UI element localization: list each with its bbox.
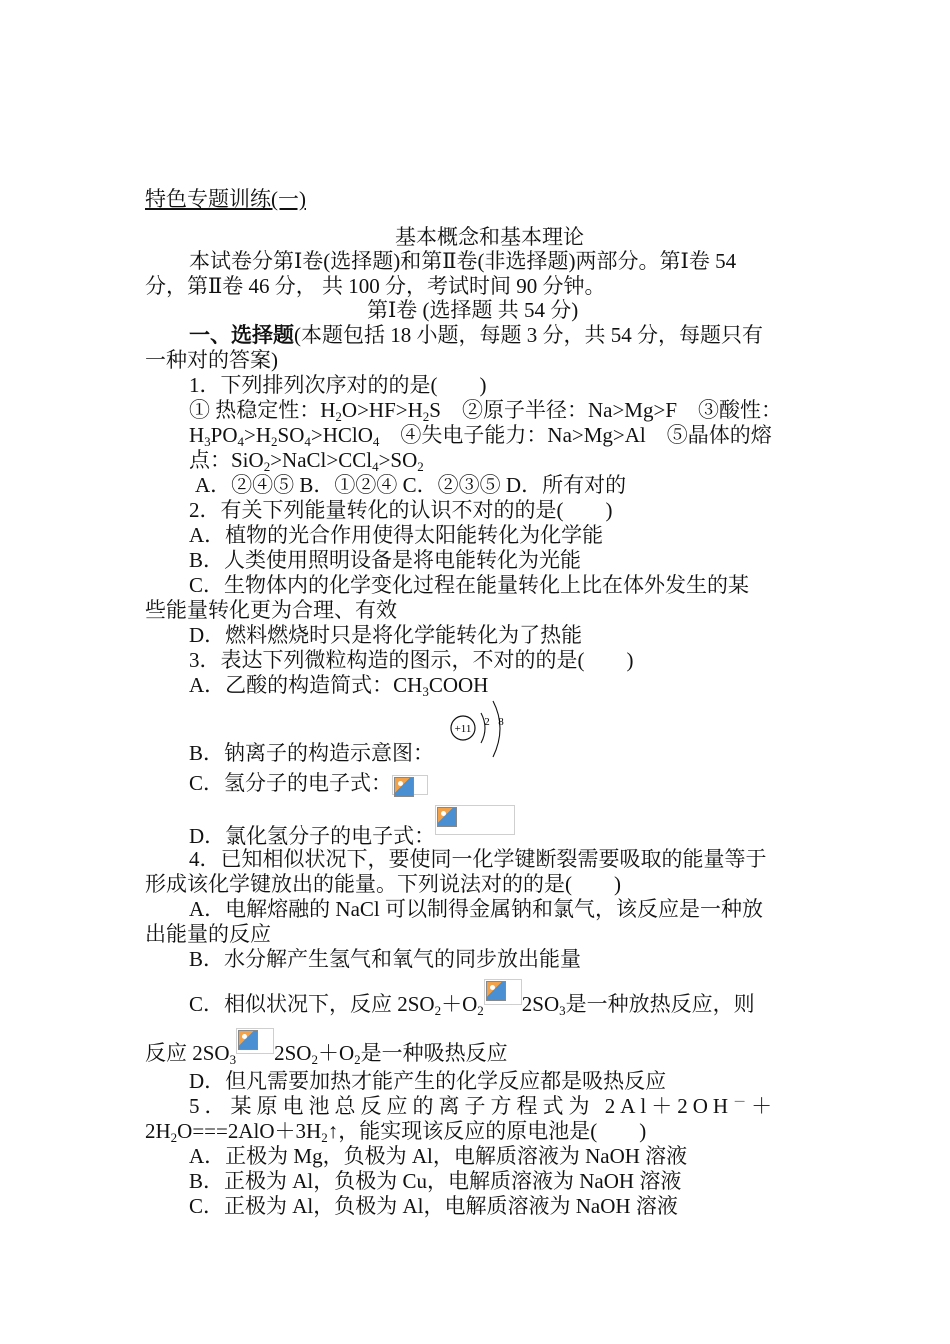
document-title: 特色专题训练(一): [145, 187, 306, 211]
intro-line-1: 本试卷分第Ⅰ卷(选择题)和第Ⅱ卷(非选择题)两部分。第Ⅰ卷 54: [189, 249, 737, 273]
q4-option-a: A．电解熔融的 NaCl 可以制得金属钠和氯气，该反应是一种放: [189, 897, 763, 921]
q1-text: S ②原子半径：Na>Mg>F ③酸性：: [429, 398, 782, 422]
hydrogen-electron-formula-image: [392, 775, 428, 795]
q1-text: >HClO: [310, 423, 373, 447]
q5-stem-cont: [145, 1119, 646, 1144]
q1-text: >H: [244, 423, 272, 447]
q3-option-c: [189, 771, 428, 796]
subscript: 4: [372, 459, 379, 474]
section-heading-rest: (本题包括 18 小题，每题 3 分，共 54 分，每题只有: [294, 323, 763, 347]
q5-stem: [189, 1094, 777, 1119]
hcl-electron-formula-image: [435, 805, 515, 835]
q4-text: 2SO: [521, 992, 560, 1016]
section-heading: [189, 323, 763, 348]
q4-option-d: D．但凡需要加热才能产生的化学反应都是吸热反应: [189, 1069, 667, 1093]
q3-text: C．氢分子的电子式：: [189, 771, 393, 795]
q1-text: O>HF>H: [341, 398, 423, 422]
q1-text: >SO: [378, 448, 418, 472]
shell-1-count: 2: [484, 716, 490, 728]
subscript: 4: [237, 434, 245, 449]
subscript: 2: [311, 1052, 318, 1067]
subscript: 2: [434, 1003, 442, 1018]
q1-text: >NaCl>CCl: [270, 448, 373, 472]
q1-text: PO: [210, 423, 238, 447]
subscript: 2: [417, 459, 424, 474]
q1-option-line-1: [189, 398, 782, 423]
section-heading-bold: 一、选择题: [189, 323, 294, 347]
image-placeholder-icon: [394, 777, 414, 797]
q5-text: O===2AlO＋3H: [177, 1119, 322, 1143]
subscript: 2: [335, 409, 342, 424]
part1-heading: 第Ⅰ卷 (选择题 共 54 分): [367, 298, 579, 322]
q3-text: COOH: [428, 673, 489, 697]
q4-stem: 4．已知相似状况下，要使同一化学键断裂需要吸取的能量等于: [189, 847, 767, 871]
q4-option-b: B．水分解产生氢气和氧气的同步放出能量: [189, 947, 582, 971]
image-placeholder-icon: [486, 981, 506, 1001]
q5-text: ↑，能实现该反应的原电池是( ): [327, 1119, 647, 1143]
q3-option-d: [189, 805, 515, 849]
subscript: 2: [263, 459, 271, 474]
q4-option-a-cont: 出能量的反应: [145, 922, 271, 946]
q4-text: ＋O: [317, 1041, 355, 1065]
subscript: 2: [321, 1130, 328, 1145]
subscript: 2: [354, 1052, 361, 1067]
subscript: 4: [304, 434, 311, 449]
q4-option-c: [189, 979, 755, 1017]
q1-text: SO: [277, 423, 305, 447]
shell-2-count: 8: [498, 716, 504, 728]
equilibrium-arrow-image: [236, 1028, 274, 1054]
shell-arc-2: [493, 701, 500, 757]
q3-option-b: B．钠离子的构造示意图：: [189, 741, 435, 765]
q3-text: A．乙酸的构造简式：CH: [189, 673, 423, 697]
q3-option-a: [189, 673, 488, 698]
section-heading-line-2: 一种对的答案): [145, 348, 278, 372]
q1-choices: A．②④⑤ B．①②④ C．②③⑤ D．所有对的: [195, 473, 627, 497]
q1-stem: 1．下列排列次序对的的是( ): [189, 373, 487, 397]
q4-text: ＋O: [441, 992, 478, 1016]
q5-text: 2H: [145, 1119, 171, 1143]
q1-option-line-2: [189, 423, 772, 448]
intro-line-2: 分，第Ⅱ卷 46 分， 共 100 分，考试时间 90 分钟。: [145, 274, 606, 298]
subscript: 4: [372, 434, 380, 449]
subscript: 2: [271, 434, 278, 449]
equilibrium-arrow-image: [484, 979, 522, 1005]
q2-stem: 2．有关下列能量转化的认识不对的的是( ): [189, 498, 613, 522]
image-placeholder-icon: [238, 1030, 258, 1050]
q4-text: 2SO: [274, 1041, 312, 1065]
q3-text: D．氯化氢分子的电子式：: [189, 824, 436, 848]
q1-text: ④失电子能力：Na>Mg>Al ⑤晶体的熔: [379, 423, 772, 447]
q1-text: 点：SiO: [189, 448, 264, 472]
q4-text: 是一种吸热反应: [360, 1041, 508, 1065]
q4-stem-cont: 形成该化学键放出的能量。下列说法对的的是( ): [145, 872, 621, 896]
q5-option-a: A．正极为 Mg，负极为 Al，电解质溶液为 NaOH 溶液: [189, 1144, 688, 1168]
subscript: 2: [477, 1003, 484, 1018]
subscript: 3: [204, 434, 211, 449]
q4-option-c-cont: [145, 1028, 508, 1066]
document-subtitle: 基本概念和基本理论: [395, 225, 584, 249]
q1-text: ① 热稳定性：H: [189, 398, 336, 422]
q2-option-d: D．燃料燃烧时只是将化学能转化为了热能: [189, 623, 583, 647]
subscript: 2: [170, 1130, 178, 1145]
sodium-ion-diagram: [445, 695, 515, 761]
image-placeholder-icon: [437, 807, 457, 827]
q4-text: 反应 2SO: [145, 1041, 230, 1065]
q2-option-a: A．植物的光合作用使得太阳能转化为化学能: [189, 523, 604, 547]
q5-text: ＋: [751, 1094, 778, 1118]
superscript: －: [733, 1094, 752, 1109]
q1-text: H: [189, 423, 205, 447]
q4-text: C．相似状况下，反应 2SO: [189, 992, 435, 1016]
subscript: 3: [422, 684, 429, 699]
q5-option-b: B．正极为 Al，负极为 Cu，电解质溶液为 NaOH 溶液: [189, 1169, 682, 1193]
q5-option-c: C．正极为 Al，负极为 Al，电解质溶液为 NaOH 溶液: [189, 1194, 678, 1218]
q3-stem: 3．表达下列微粒构造的图示，不对的的是( ): [189, 648, 634, 672]
q2-option-b: B．人类使用照明设备是将电能转化为光能: [189, 548, 582, 572]
subscript: 3: [229, 1052, 237, 1067]
q2-option-c-cont: 些能量转化更为合理、有效: [145, 598, 397, 622]
q2-option-c: C．生物体内的化学变化过程在能量转化上比在体外发生的某: [189, 573, 750, 597]
subscript: 2: [422, 409, 430, 424]
q5-text: 5．某原电池总反应的离子方程式为 2Al＋2OH: [189, 1094, 734, 1118]
nucleus-label: +11: [454, 723, 472, 735]
q4-text: 是一种放热反应，则: [565, 992, 755, 1016]
q1-option-line-3: [189, 448, 424, 473]
subscript: 3: [559, 1003, 566, 1018]
